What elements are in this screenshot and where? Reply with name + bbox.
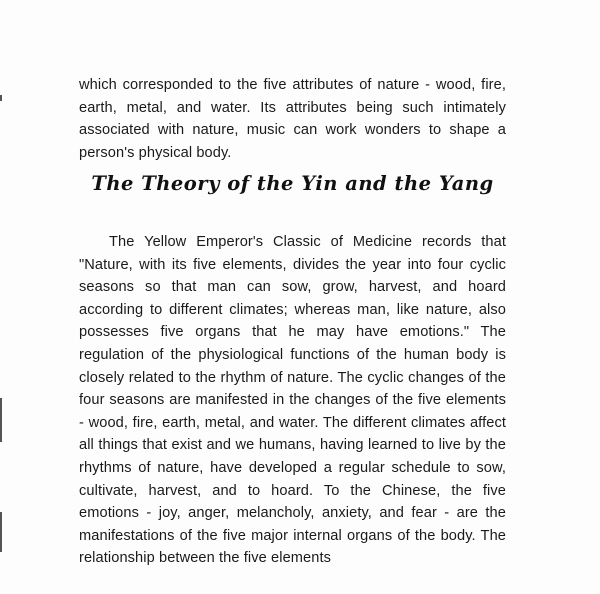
scan-edge-mark — [0, 398, 2, 442]
scan-edge-mark — [0, 512, 2, 552]
scan-edge-mark — [0, 95, 2, 101]
section-heading: The Theory of the Yin and the Yang — [91, 172, 494, 195]
intro-paragraph: which corresponded to the five attributes of nature - wood, fire, earth, metal, and water. Its attributes being such intimately associated with nature, music can work wonders to shape a person's physical body. — [79, 77, 506, 161]
body-paragraph: The Yellow Emperor's Classic of Medicine records that "Nature, with its five elements, divides the year into four cyclic seasons so that man can sow, grow, harvest, and hoard according to different climates; whereas man, like nature, also possesses five organs that he may have emotions." The regulation of the physiological functions of the human body is closely related to the rhythm of nature. The cyclic changes of the four seasons are manifested in the changes of the five elements - wood, fire, earth, metal, and water. The different climates affect all things that exist and we humans, having learned to live by the rhythms of nature, have developed a regular schedule to sow, cultivate, harvest, and to hoard. To the Chinese, the five emotions - joy, anger, melancholy, anxiety, and fear - are the manifestations of the five major internal organs of the body. The relationship between the five elements — [79, 234, 506, 567]
